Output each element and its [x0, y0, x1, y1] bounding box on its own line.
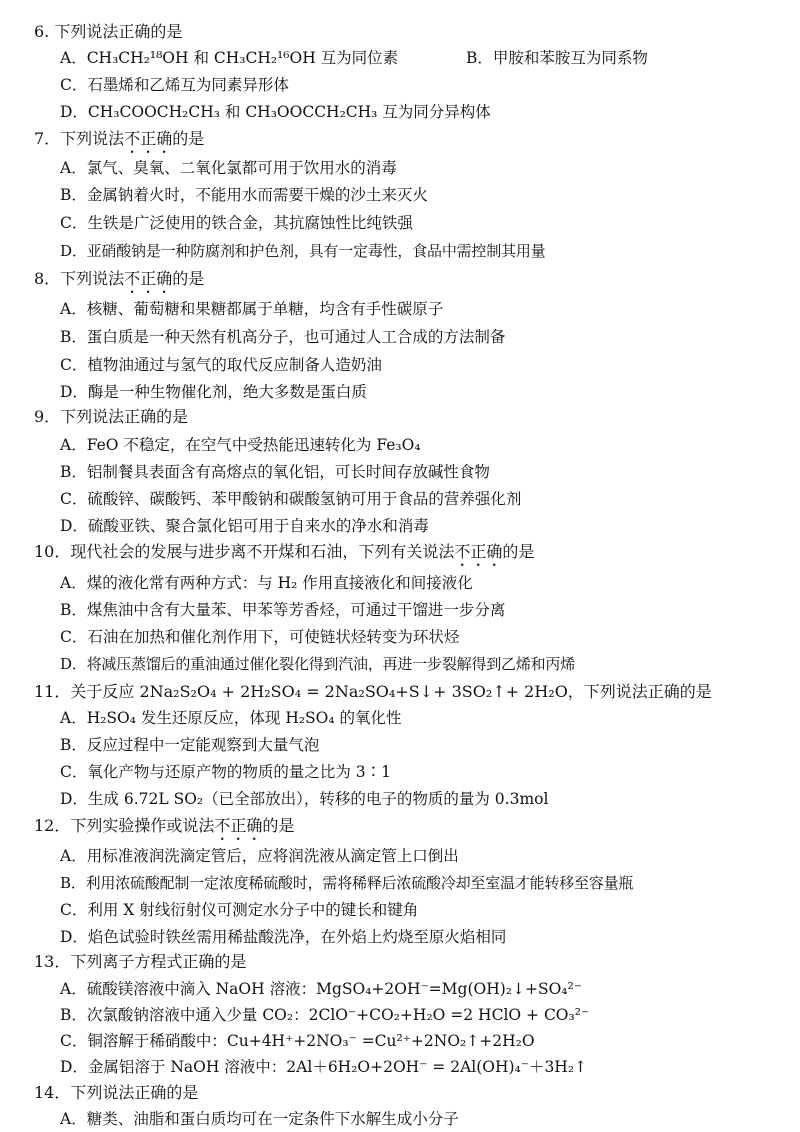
question-6-stem: 6. 下列说法正确的是 — [34, 22, 183, 41]
question-7-option-d: D．亚硝酸钠是一种防腐剂和护色剂，具有一定毒性，食品中需控制其用量 — [60, 242, 546, 260]
question-10-option-d: D．将减压蒸馏后的重油通过催化裂化得到汽油，再进一步裂解得到乙烯和丙烯 — [60, 655, 576, 673]
question-10-option-b: B．煤焦油中含有大量苯、甲苯等芳香烃，可通过干馏进一步分离 — [60, 601, 506, 619]
question-13-option-b: B．次氯酸钠溶液中通入少量 CO₂：2ClO⁻+CO₂+H₂O =2 HClO + CO₃²⁻ — [60, 1006, 590, 1024]
question-13-option-c: C．铜溶解于稀硝酸中：Cu+4H⁺+2NO₃⁻ =Cu²⁺+2NO₂↑+2H₂O — [60, 1032, 535, 1050]
question-9-option-d: D．硫酸亚铁、聚合氯化铝可用于自来水的净水和消毒 — [60, 517, 429, 535]
question-6-option-d: D．CH₃COOCH₂CH₃ 和 CH₃OOCCH₂CH₃ 互为同分异构体 — [60, 103, 491, 121]
question-10-option-a: A．煤的液化常有两种方式：与 H₂ 作用直接液化和间接液化 — [60, 574, 473, 592]
question-9-stem: 9．下列说法正确的是 — [34, 407, 189, 426]
question-9-option-c: C．硫酸锌、碳酸钙、苯甲酸钠和碳酸氢钠可用于食品的营养强化剂 — [60, 490, 522, 508]
question-6-option-b: B．甲胺和苯胺互为同系物 — [466, 49, 648, 67]
question-11-option-d: D．生成 6.72L SO₂（已全部放出），转移的电子的物质的量为 0.3mol — [60, 790, 549, 808]
question-8-stem: 8．下列说法不正确的是 — [34, 269, 205, 288]
question-11-option-c: C．氧化产物与还原产物的物质的量之比为 3∶1 — [60, 763, 392, 781]
emphasis-negation: 不正确 — [454, 542, 503, 561]
question-13-stem: 13．下列离子方程式正确的是 — [34, 952, 247, 971]
question-10-option-c: C．石油在加热和催化剂作用下，可使链状烃转变为环状烃 — [60, 628, 460, 646]
emphasis-negation: 不正确 — [214, 816, 263, 835]
emphasis-negation: 不正确 — [124, 269, 173, 288]
question-12-stem: 12．下列实验操作或说法不正确的是 — [34, 816, 295, 835]
question-11-option-a: A．H₂SO₄ 发生还原反应，体现 H₂SO₄ 的氧化性 — [60, 709, 402, 727]
question-12-option-b: B．利用浓硫酸配制一定浓度稀硫酸时，需将稀释后浓硫酸冷却至室温才能转移至容量瓶 — [60, 874, 634, 892]
question-7-option-c: C．生铁是广泛使用的铁合金，其抗腐蚀性比纯铁强 — [60, 214, 413, 232]
question-9-option-b: B．铝制餐具表面含有高熔点的氧化铝，可长时间存放碱性食物 — [60, 463, 490, 481]
question-8-option-d: D．酶是一种生物催化剂，绝大多数是蛋白质 — [60, 383, 367, 401]
question-8-option-c: C．植物油通过与氢气的取代反应制备人造奶油 — [60, 356, 382, 374]
emphasis-negation: 不正确 — [124, 129, 173, 148]
question-12-option-a: A．用标准液润洗滴定管后，应将润洗液从滴定管上口倒出 — [60, 847, 459, 865]
question-6-option-a: A．CH₃CH₂¹⁸OH 和 CH₃CH₂¹⁶OH 互为同位素 — [60, 49, 399, 67]
question-12-option-c: C．利用 X 射线衍射仪可测定水分子中的键长和键角 — [60, 901, 419, 919]
question-7-option-b: B．金属钠着火时，不能用水而需要干燥的沙土来灭火 — [60, 186, 428, 204]
question-14-option-a: A．糖类、油脂和蛋白质均可在一定条件下水解生成小分子 — [60, 1110, 459, 1128]
question-9-option-a: A．FeO 不稳定，在空气中受热能迅速转化为 Fe₃O₄ — [60, 436, 421, 454]
question-13-option-d: D．金属铝溶于 NaOH 溶液中：2Al＋6H₂O+2OH⁻ = 2Al(OH)₄⁻＋3H₂↑ — [60, 1058, 588, 1076]
question-8-option-b: B．蛋白质是一种天然有机高分子，也可通过人工合成的方法制备 — [60, 328, 506, 346]
question-7-stem: 7．下列说法不正确的是 — [34, 129, 205, 148]
question-8-option-a: A．核糖、葡萄糖和果糖都属于单糖，均含有手性碳原子 — [60, 300, 444, 318]
question-10-stem: 10．现代社会的发展与进步离不开煤和石油，下列有关说法不正确的是 — [34, 542, 535, 561]
question-13-option-a: A．硫酸镁溶液中滴入 NaOH 溶液：MgSO₄+2OH⁻=Mg(OH)₂↓+SO₄²⁻ — [60, 980, 582, 998]
question-11-stem: 11．关于反应 2Na₂S₂O₄ + 2H₂SO₄ = 2Na₂SO₄+S↓+ 3SO₂↑+ 2H₂O，下列说法正确的是 — [34, 682, 712, 701]
question-7-option-a: A．氯气、臭氧、二氧化氯都可用于饮用水的消毒 — [60, 159, 397, 177]
question-11-option-b: B．反应过程中一定能观察到大量气泡 — [60, 736, 320, 754]
question-6-option-c: C．石墨烯和乙烯互为同素异形体 — [60, 76, 289, 94]
question-14-stem: 14．下列说法正确的是 — [34, 1083, 199, 1102]
question-12-option-d: D．焰色试验时铁丝需用稀盐酸洗净，在外焰上灼烧至原火焰相同 — [60, 928, 507, 946]
